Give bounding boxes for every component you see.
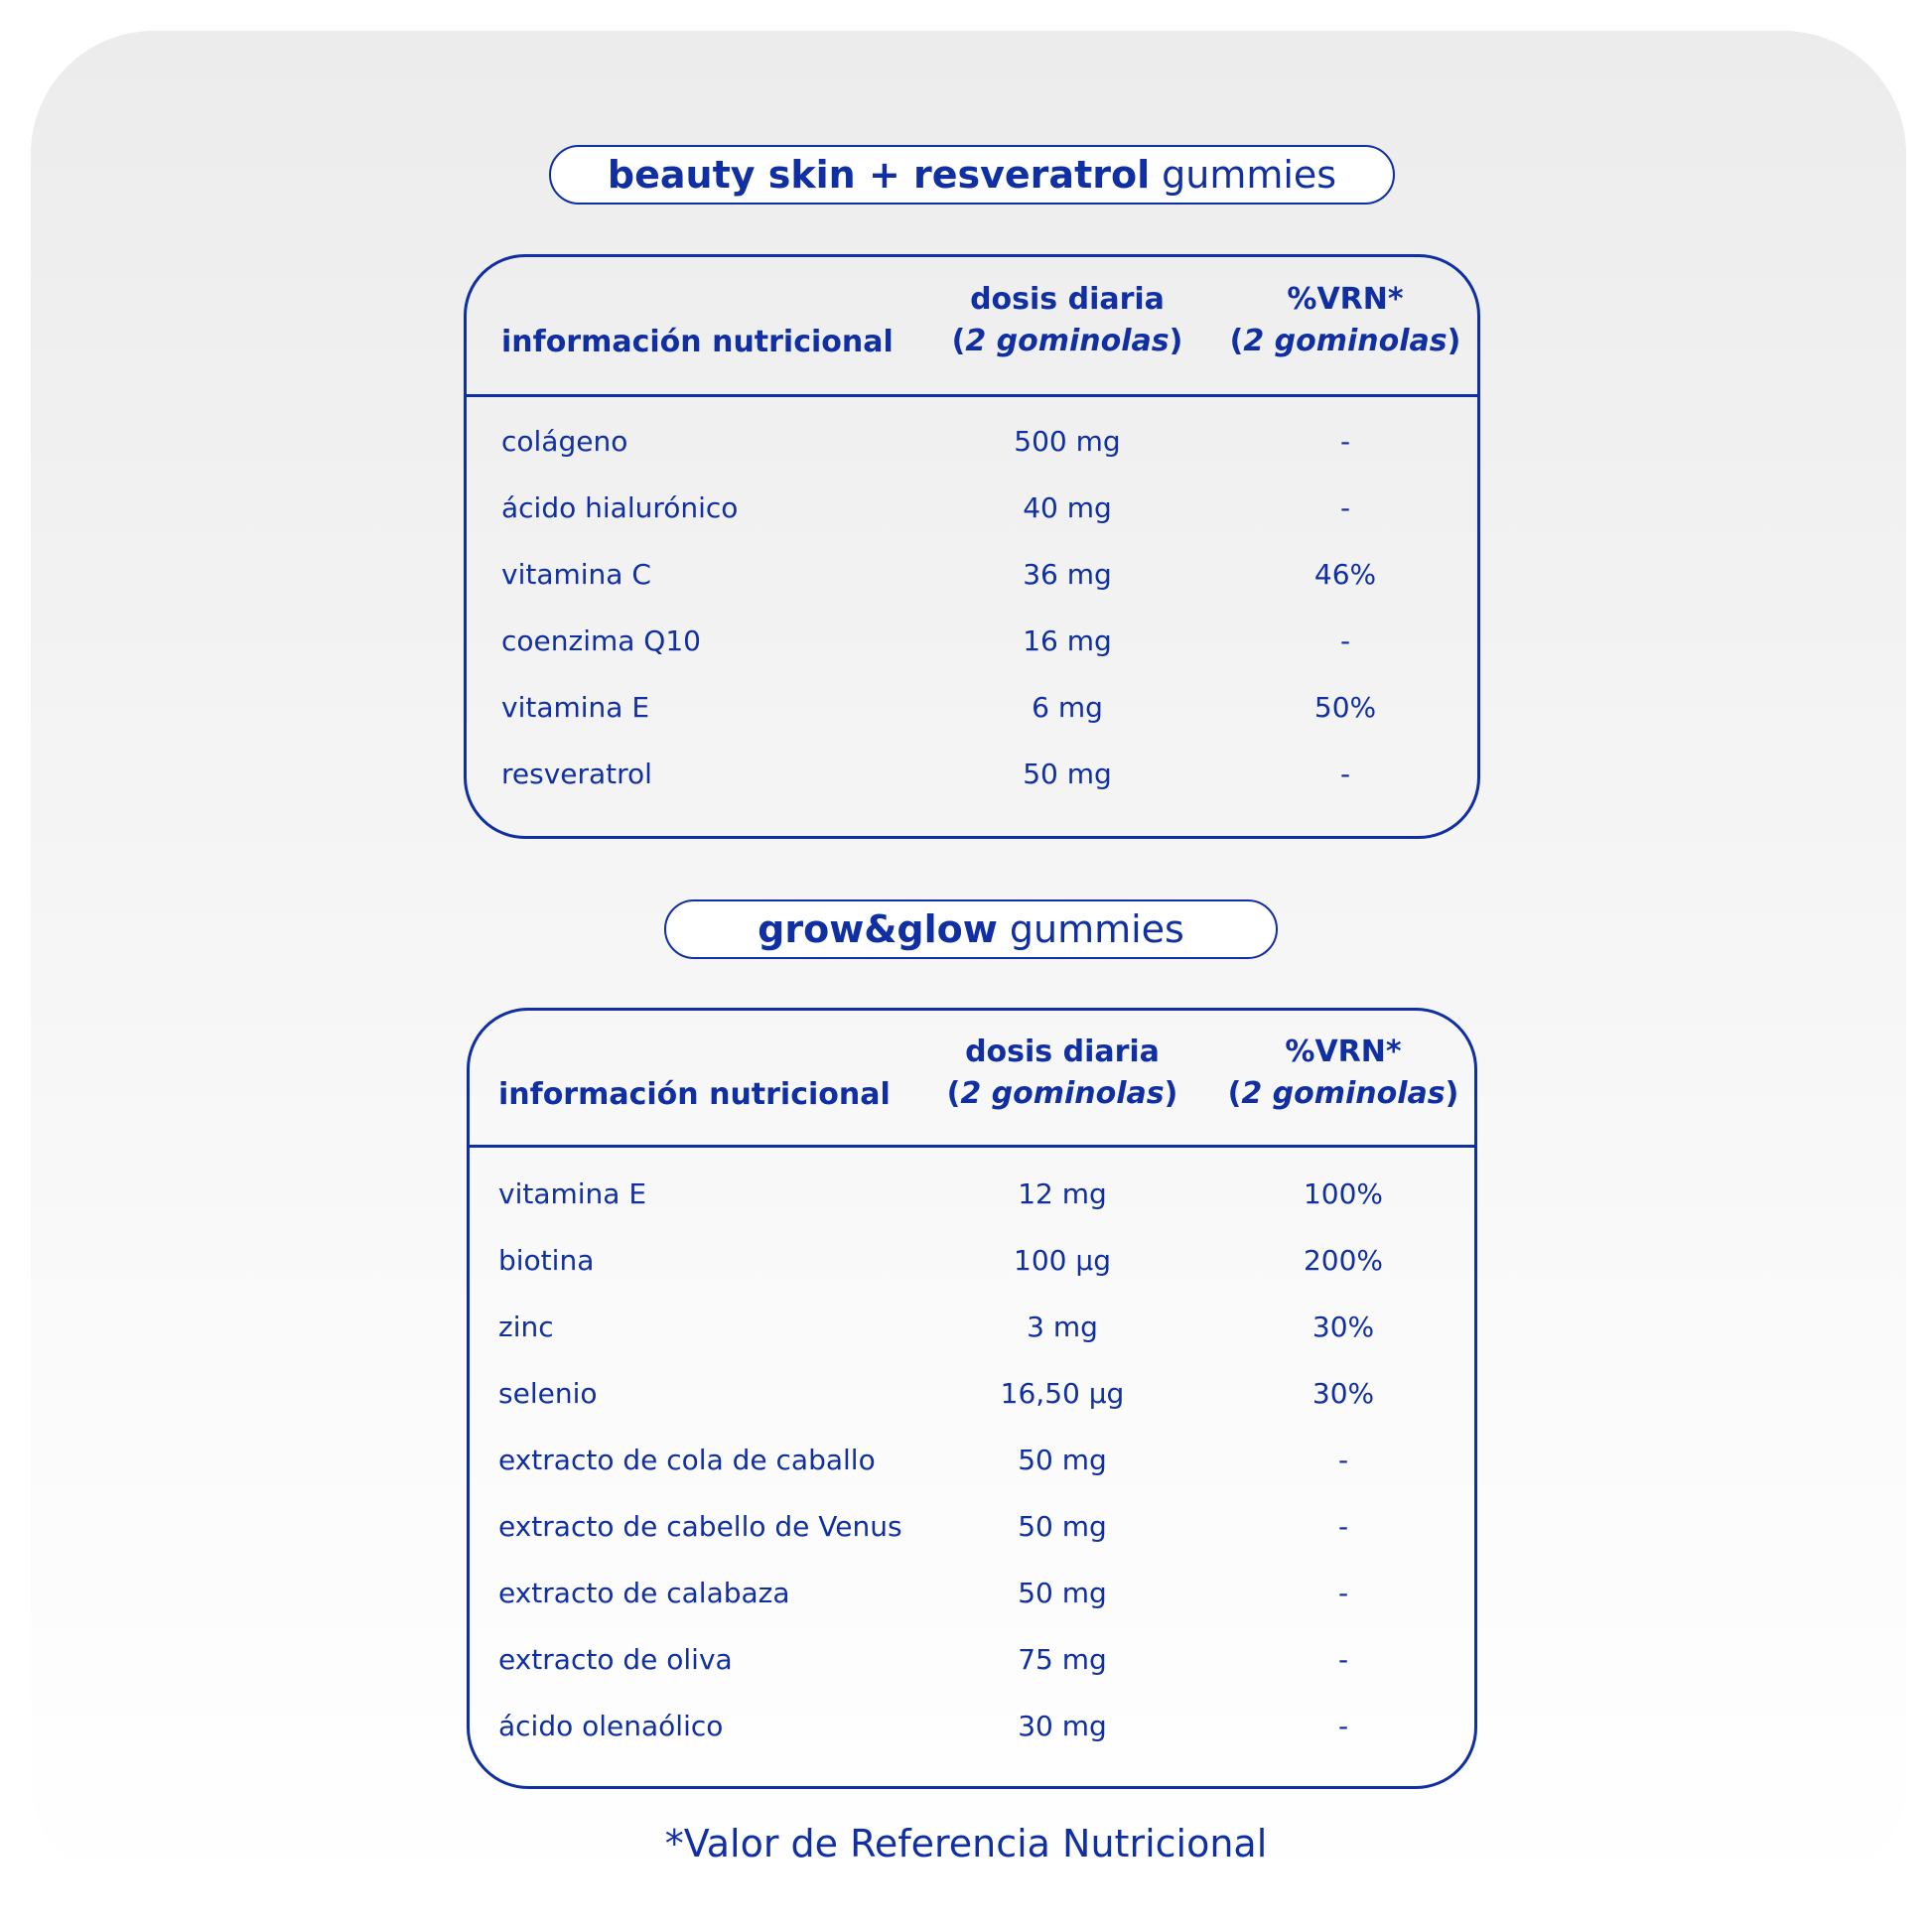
- product-title-regular: gummies: [1009, 907, 1184, 951]
- table-row: [467, 475, 1477, 541]
- nutrient-name: vitamina E: [498, 1177, 647, 1210]
- nutrient-name: selenio: [498, 1377, 598, 1410]
- table-row: [470, 1493, 1474, 1560]
- nutrient-dose: 75 mg: [1018, 1643, 1107, 1676]
- nutrient-dose: 16,50 µg: [1000, 1377, 1125, 1410]
- nutrient-vrn: -: [1337, 1643, 1349, 1676]
- table-row: [470, 1294, 1474, 1360]
- nutrient-dose: 36 mg: [1023, 558, 1112, 591]
- table-row: [470, 1227, 1474, 1294]
- nutrient-dose: 3 mg: [1027, 1311, 1098, 1343]
- nutrient-vrn: -: [1337, 1577, 1349, 1609]
- nutrient-dose: 40 mg: [1023, 491, 1112, 524]
- nutrient-vrn: -: [1337, 1710, 1349, 1742]
- nutrient-name: resveratrol: [501, 758, 652, 790]
- nutrient-name: extracto de cabello de Venus: [498, 1510, 902, 1543]
- footnote-vrn: *Valor de Referencia Nutricional: [664, 1822, 1268, 1865]
- nutrient-vrn: -: [1339, 758, 1351, 790]
- nutrient-vrn: 46%: [1313, 558, 1377, 591]
- product-title-beauty-skin: [549, 145, 1395, 205]
- nutrient-dose: 50 mg: [1018, 1510, 1107, 1543]
- product-title-bold: grow&glow: [758, 907, 998, 951]
- nutrient-vrn: -: [1337, 1510, 1349, 1543]
- nutrient-name: coenzima Q10: [501, 624, 701, 657]
- nutrient-dose: 500 mg: [1014, 425, 1121, 458]
- table-row: [470, 1161, 1474, 1227]
- product-title-bold: beauty skin + resveratrol: [607, 153, 1151, 197]
- nutrient-name: ácido hialurónico: [501, 491, 739, 524]
- header-daily-dose: dosis diaria (2 gominolas): [951, 282, 1183, 358]
- nutrient-dose: 100 µg: [1014, 1244, 1111, 1277]
- nutrient-vrn: 200%: [1303, 1244, 1384, 1277]
- nutrient-name: zinc: [498, 1311, 554, 1343]
- table-row: [467, 741, 1477, 807]
- table-row: [470, 1427, 1474, 1493]
- header-daily-dose: dosis diaria (2 gominolas): [946, 1035, 1178, 1111]
- nutrient-name: biotina: [498, 1244, 595, 1277]
- product-title-grow-glow: [664, 899, 1278, 959]
- nutrient-name: vitamina E: [501, 691, 650, 724]
- nutrient-dose: 50 mg: [1018, 1577, 1107, 1609]
- nutrient-name: colágeno: [501, 425, 628, 458]
- nutrient-dose: 6 mg: [1032, 691, 1103, 724]
- table-row: [467, 608, 1477, 674]
- nutrient-vrn: -: [1337, 1444, 1349, 1476]
- nutrient-dose: 16 mg: [1023, 624, 1112, 657]
- nutrient-vrn: -: [1339, 624, 1351, 657]
- nutrition-table-grow-glow: [467, 1008, 1477, 1789]
- header-nutrition-info: información nutricional: [498, 1077, 891, 1112]
- nutrient-name: extracto de calabaza: [498, 1577, 790, 1609]
- table-header: [470, 1011, 1474, 1148]
- table-row: [467, 541, 1477, 608]
- table-header: [467, 257, 1477, 397]
- nutrient-vrn: -: [1339, 491, 1351, 524]
- nutrient-vrn: 100%: [1303, 1177, 1384, 1210]
- nutrient-vrn: -: [1339, 425, 1351, 458]
- nutrient-name: ácido olenaólico: [498, 1710, 724, 1742]
- nutrient-name: extracto de cola de caballo: [498, 1444, 876, 1476]
- table-row: [467, 674, 1477, 741]
- nutrient-dose: 50 mg: [1023, 758, 1112, 790]
- nutrient-dose: 12 mg: [1018, 1177, 1107, 1210]
- table-row: [470, 1693, 1474, 1759]
- nutrient-vrn: 50%: [1313, 691, 1377, 724]
- nutrient-vrn: 30%: [1311, 1377, 1375, 1410]
- nutrient-name: extracto de oliva: [498, 1643, 733, 1676]
- nutrition-table-beauty-skin: [464, 254, 1480, 839]
- header-vrn: %VRN* (2 gominolas): [1227, 1035, 1459, 1111]
- nutrient-vrn: 30%: [1311, 1311, 1375, 1343]
- table-row: [470, 1560, 1474, 1626]
- table-row: [467, 408, 1477, 475]
- nutrient-dose: 30 mg: [1018, 1710, 1107, 1742]
- product-title-regular: gummies: [1162, 153, 1337, 197]
- header-nutrition-info: información nutricional: [501, 325, 894, 359]
- nutrient-name: vitamina C: [501, 558, 651, 591]
- nutrient-dose: 50 mg: [1018, 1444, 1107, 1476]
- table-row: [470, 1626, 1474, 1693]
- header-vrn: %VRN* (2 gominolas): [1229, 282, 1461, 358]
- table-row: [470, 1360, 1474, 1427]
